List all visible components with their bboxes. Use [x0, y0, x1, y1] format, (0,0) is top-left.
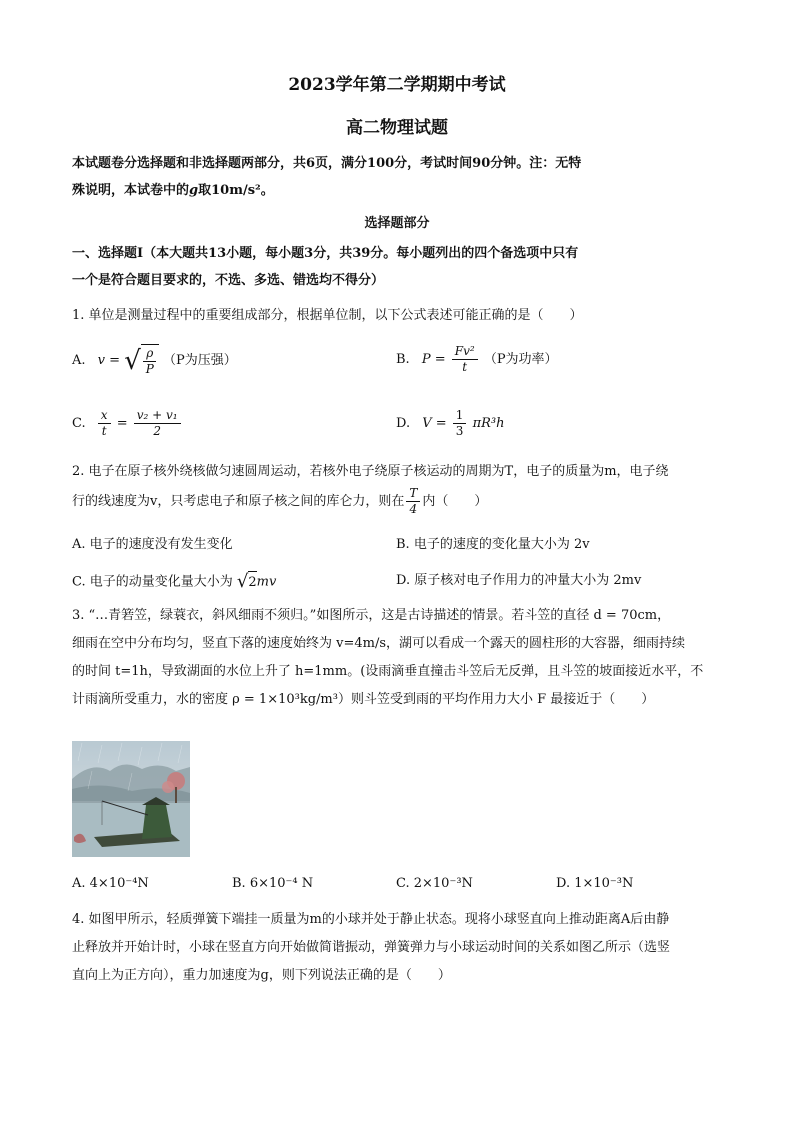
- formula-lhs: v =: [97, 353, 121, 368]
- question-4-line-3: 直向上为正方向），重力加速度为g，则下列说法正确的是（ ）: [72, 968, 451, 983]
- equals-sign: =: [116, 416, 128, 431]
- formula-lhs: P =: [421, 352, 446, 367]
- question-2-line-1: 2. 电子在原子核外绕核做匀速圆周运动，若核外电子绕原子核运动的周期为T，电子的质量为m，电子绕: [72, 464, 669, 479]
- exam-instructions: [72, 150, 724, 204]
- exam-subtitle: 高二物理试题: [346, 118, 448, 138]
- formula-lhs: V =: [422, 416, 447, 431]
- option-text-end: mv: [256, 574, 277, 590]
- option-label: C.: [72, 416, 86, 431]
- option-note: （P为功率）: [483, 352, 558, 367]
- fraction-denominator: 2: [153, 424, 161, 438]
- square-root: [237, 571, 257, 593]
- instructions-text: 殊说明，本试卷中的: [72, 183, 190, 198]
- exam-title: 2023学年第二学期期中考试: [288, 75, 506, 95]
- fraction-numerator: ρ: [143, 346, 156, 362]
- fraction-numerator: Fv²: [452, 344, 478, 360]
- question-1-stem: 1. 单位是测量过程中的重要组成部分，根据单位制，以下公式表述可能正确的是（ ）: [72, 308, 583, 323]
- fraction-numerator: T: [406, 486, 420, 502]
- fraction-denominator: P: [145, 362, 154, 376]
- question-text-end: 内（ ）: [422, 494, 488, 509]
- question-3-line-1: 3. “…青箬笠，绿蓑衣，斜风细雨不须归。”如图所示，这是古诗描述的情景。若斗笠的直径 d = 70cm，: [72, 608, 671, 623]
- gravity-symbol: g: [189, 183, 199, 198]
- section-title: 选择题部分: [364, 216, 430, 231]
- option-label: A.: [72, 353, 86, 368]
- illustration-svg: [72, 741, 190, 857]
- question-3-line-2: 细雨在空中分布均匀，竖直下落的速度始终为 v=4m/s，湖可以看成一个露天的圆柱形的大容器，细雨持续: [72, 636, 686, 651]
- question-4-line-1: 4. 如图甲所示，轻质弹簧下端挂一质量为m的小球并处于静止状态。现将小球竖直向上推动距离A后由静: [72, 912, 670, 927]
- q3-option-b: B. 6×10⁻⁴ N: [232, 876, 314, 891]
- fraction-numerator: 1: [453, 408, 467, 424]
- blossom-tree-part: [162, 781, 174, 793]
- question-3-line-4: 计雨滴所受重力，水的密度 ρ = 1×10³kg/m³）则斗笠受到雨的平均作用力大小 F 最接近于（ ）: [72, 692, 655, 707]
- option-label: B.: [396, 352, 410, 367]
- option-label: D.: [396, 416, 411, 431]
- lake: [72, 803, 190, 857]
- fisherman-rain-illustration: [72, 741, 190, 857]
- question-2-stem: [72, 458, 724, 517]
- part-1-line-2: 一个是符合题目要求的，不选、多选、错选均不得分）: [72, 273, 385, 288]
- radical-sign-icon: √: [236, 571, 249, 592]
- instructions-line-2: [72, 177, 724, 204]
- q1-option-c: [72, 408, 183, 439]
- instructions-text-end: 取10m/s²。: [198, 183, 274, 198]
- square-root: [124, 344, 159, 377]
- q3-option-a: A. 4×10⁻⁴N: [72, 876, 149, 891]
- q2-option-d: D. 原子核对电子作用力的冲量大小为 2mv: [396, 573, 642, 588]
- fraction-denominator: 4: [409, 502, 418, 516]
- fraction-denominator: t: [462, 360, 468, 374]
- fraction-denominator: t: [101, 424, 107, 438]
- q3-option-d: D. 1×10⁻³N: [556, 876, 634, 891]
- question-3-line-3: 的时间 t=1h，导致湖面的水位上升了 h=1mm。(设雨滴垂直撞击斗笠后无反弹，且斗笠的坡面接近水平，不: [72, 664, 704, 679]
- q2-option-b: B. 电子的速度的变化量大小为 2v: [396, 537, 590, 552]
- instructions-line-1: 本试题卷分选择题和非选择题两部分，共6页，满分100分，考试时间90分钟。注：无特: [72, 156, 582, 171]
- radical-sign-icon: √: [124, 345, 141, 376]
- radicand: 2: [248, 571, 256, 593]
- option-text: C. 电子的动量变化量大小为: [72, 574, 237, 590]
- formula-rest: πR³h: [472, 416, 505, 431]
- q2-option-c: [72, 571, 276, 593]
- q1-option-d: [396, 408, 505, 439]
- part-1-heading: [72, 240, 724, 294]
- fraction-numerator: x: [98, 408, 111, 424]
- question-4-stem: [72, 906, 724, 990]
- question-2-line-2: [72, 486, 724, 517]
- q1-option-a: [72, 344, 237, 377]
- part-1-line-1: 一、选择题Ⅰ（本大题共13小题，每小题3分，共39分。每小题列出的四个备选项中只有: [72, 246, 579, 261]
- fraction-numerator: v₂ + v₁: [134, 408, 181, 424]
- q1-option-b: [396, 344, 558, 375]
- option-note: （P为压强）: [162, 353, 237, 368]
- tree-trunk: [175, 787, 177, 803]
- question-4-line-2: 止释放并开始计时，小球在竖直方向开始做简谐振动，弹簧弹力与小球运动时间的关系如图乙所示（选竖: [72, 940, 671, 955]
- question-3-stem: [72, 602, 724, 714]
- q2-option-a: A. 电子的速度没有发生变化: [72, 537, 233, 552]
- q3-option-c: C. 2×10⁻³N: [396, 876, 473, 891]
- question-text: 行的线速度为v，只考虑电子和原子核之间的库仑力，则在: [72, 494, 405, 509]
- fraction-denominator: 3: [455, 424, 464, 438]
